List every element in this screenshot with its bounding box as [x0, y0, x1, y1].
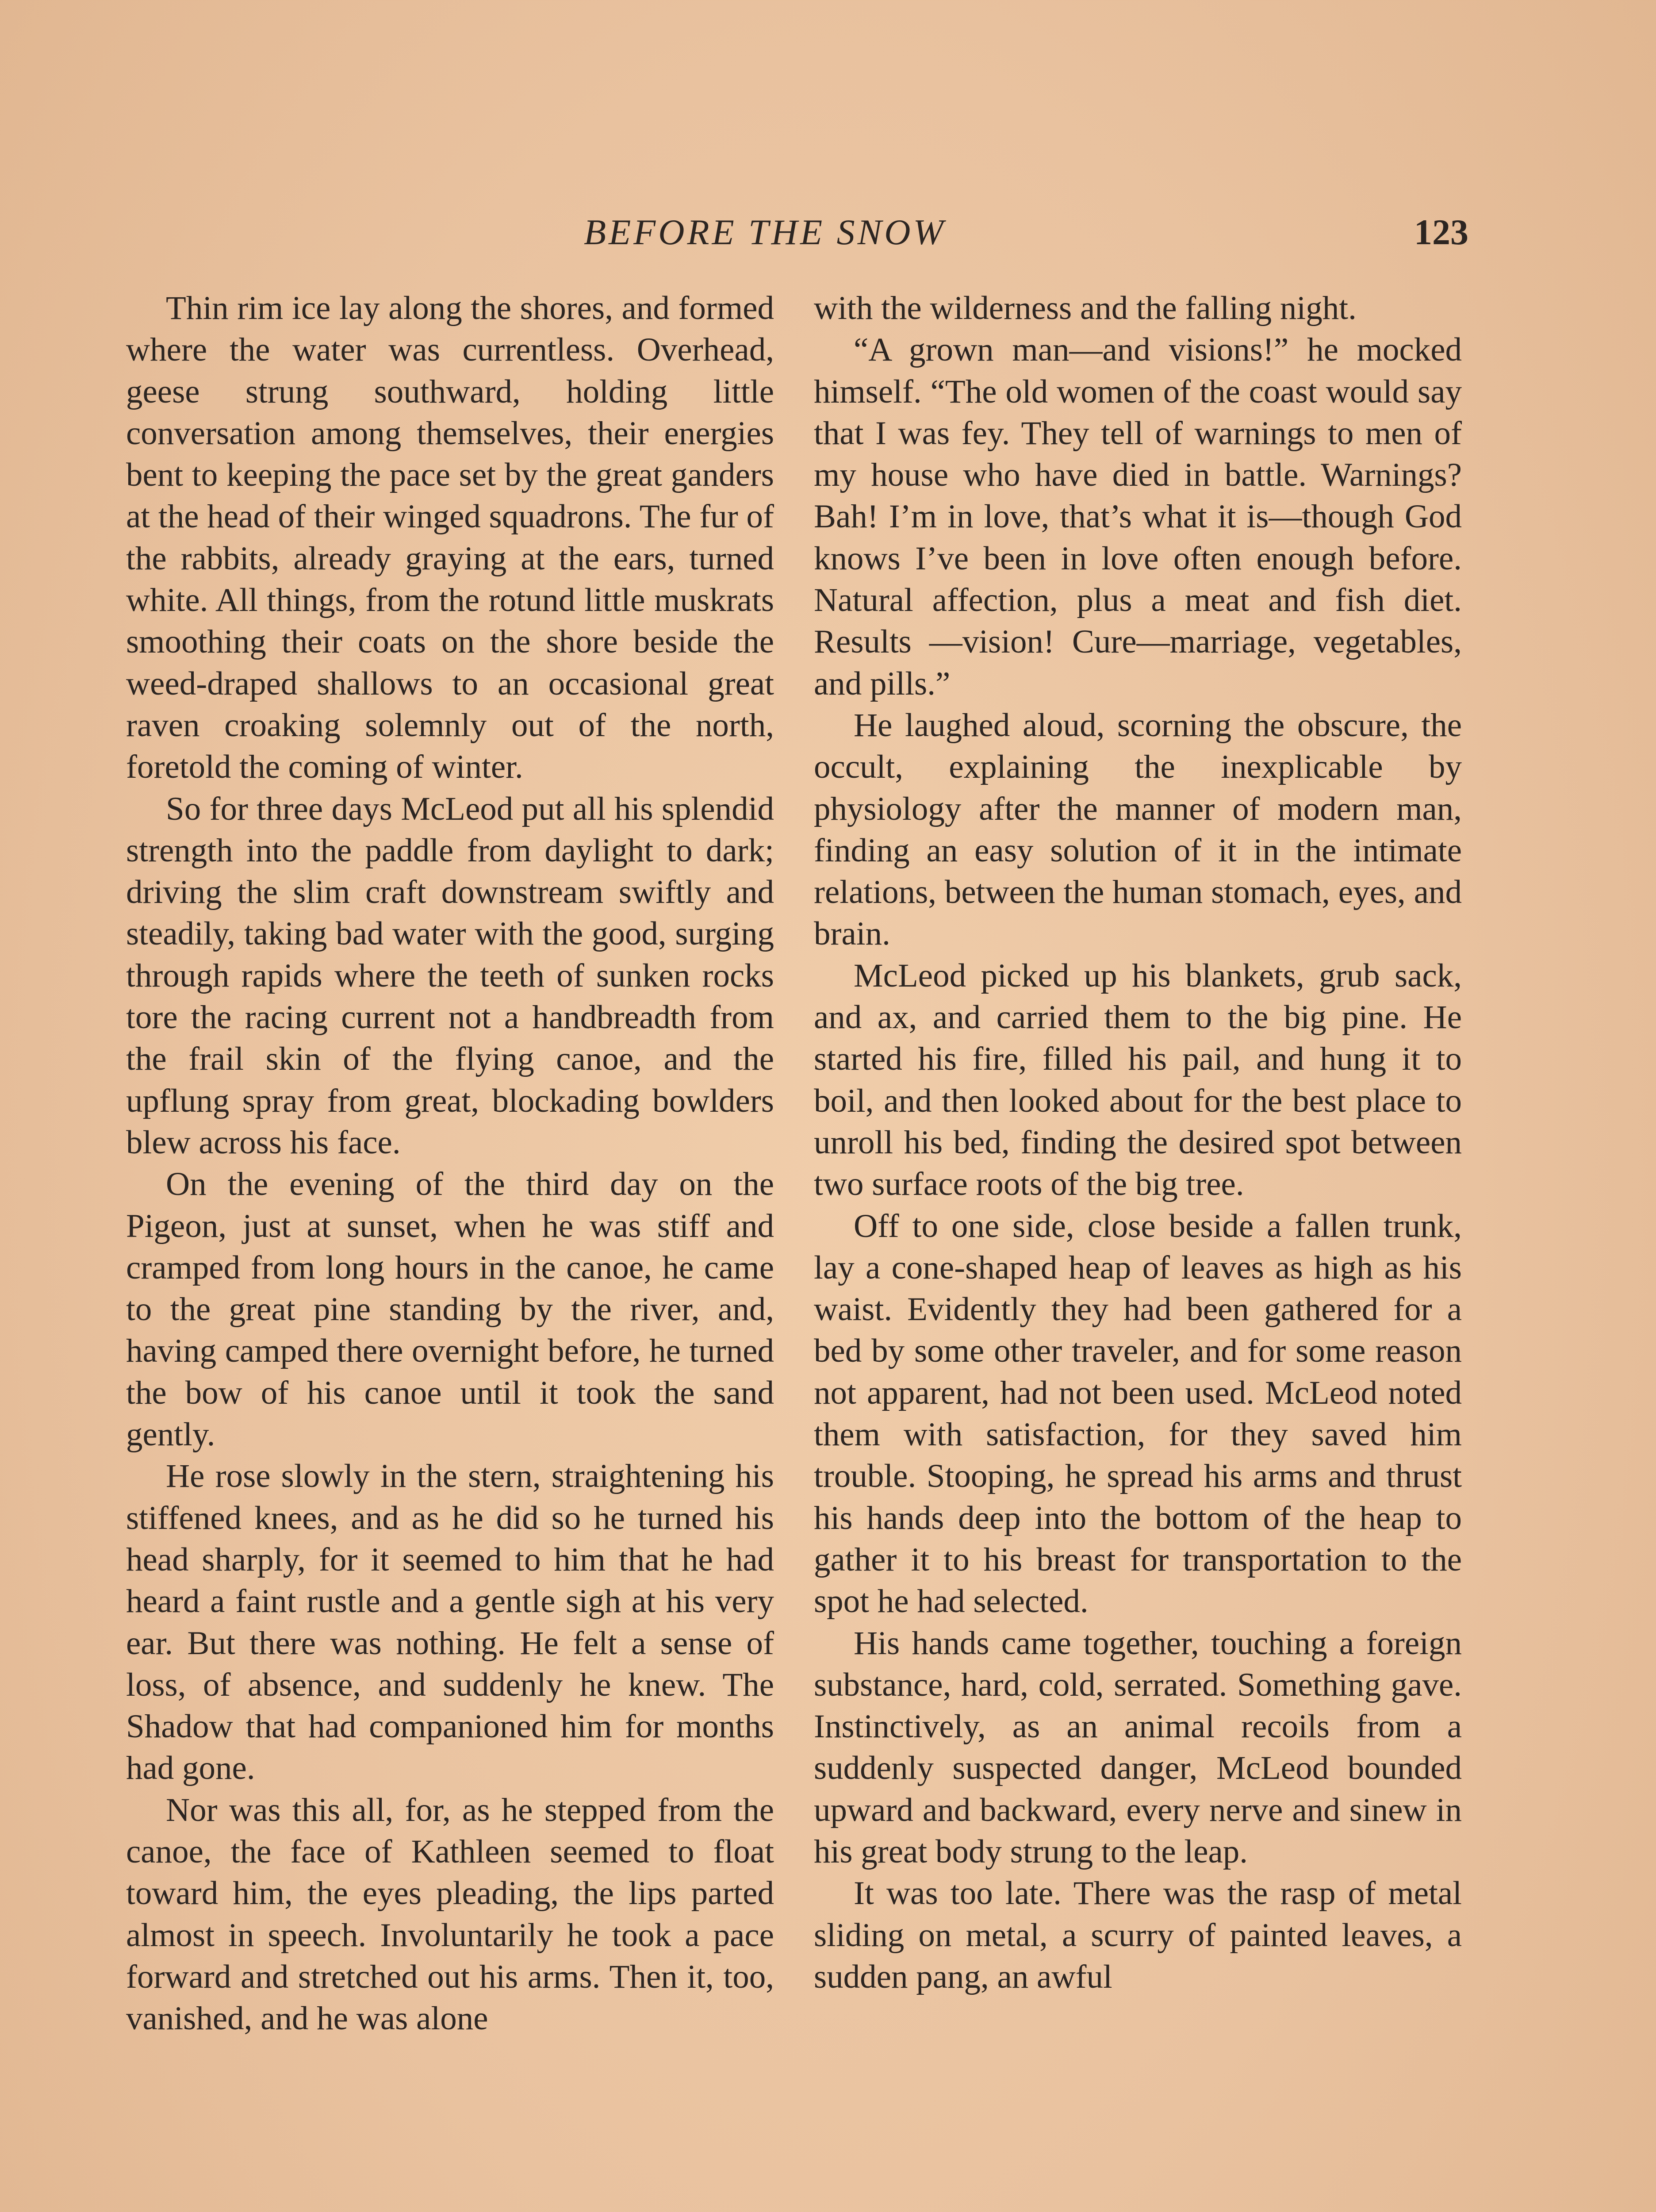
- running-header: [0, 208, 1656, 257]
- running-title: BEFORE THE SNOW: [584, 212, 946, 252]
- paragraph: He laughed aloud, scorning the obscure, the occult, explaining the inexplicable by physiology after the manner of modern man, finding an easy solution of it in the intimate relations, between the human stomach, eyes, and brain.: [814, 707, 1462, 952]
- paragraph: It was too late. There was the rasp of metal sliding on metal, a scurry of painted leaves, a sudden pang, an awful: [814, 1875, 1462, 1995]
- page-number: 123: [1414, 212, 1468, 252]
- paragraph: So for three days McLeod put all his splendid strength into the paddle from daylight to dark; driving the slim craft downstream swiftly and steadily, taking bad water with the good, surging through rapids where the teeth of sunken rocks tore the racing current not a handbreadth from the frail skin of the flying canoe, and the upflung spray from great, blockading bowlders blew across his face.: [126, 790, 774, 1161]
- left-column: [126, 288, 774, 2212]
- paragraph: McLeod picked up his blankets, grub sack, and ax, and carried them to the big pine. He started his fire, filled his pail, and hung it to boil, and then looked about for the best place to unroll his bed, finding the desired spot between two surface roots of the big tree.: [814, 957, 1462, 1203]
- paragraph: On the evening of the third day on the Pigeon, just at sunset, when he was stiff and cramped from long hours in the canoe, he came to the great pine standing by the river, and, having camped there overnight before, he turned the bow of his canoe until it took the sand gently.: [126, 1166, 774, 1453]
- paragraph: His hands came together, touching a foreign substance, hard, cold, serrated. Something gave. Instinctively, as an animal recoils from a suddenly suspected danger, McLeod bounded upward and backward, every nerve and sinew in his great body strung to the leap.: [814, 1624, 1462, 1870]
- paragraph-continuation: with the wilderness and the falling night.: [814, 290, 1357, 326]
- paragraph: He rose slowly in the stern, straightening his stiffened knees, and as he did so he turned his head sharply, for it seemed to him that he had heard a faint rustle and a gentle sigh at his very ear. But there was nothing. He felt a sense of loss, of absence, and suddenly he knew. The Shadow that had companioned him for months had gone.: [126, 1458, 774, 1787]
- paragraph: Thin rim ice lay along the shores, and formed where the water was currentless. Overhead, geese strung southward, holding little conversation among themselves, their energies bent to keeping the pace set by the great ganders at the head of their winged squadrons. The fur of the rabbits, already graying at the ears, turned white. All things, from the rotund little muskrats smoothing their coats on the shore beside the weed-draped shallows to an occasional great raven croaking solemnly out of the north, foretold the coming of winter.: [126, 290, 774, 786]
- right-column: [814, 288, 1462, 2212]
- paragraph: Off to one side, close beside a fallen trunk, lay a cone-shaped heap of leaves as high as his waist. Evidently they had been gathered for a bed by some other traveler, and for some reason not apparent, had not been used. McLeod noted them with satisfaction, for they saved him trouble. Stooping, he spread his arms and thrust his hands deep into the bottom of the heap to gather it to his breast for transportation to the spot he had selected.: [814, 1207, 1462, 1620]
- paragraph: “A grown man—and visions!” he mocked himself. “The old women of the coast would say that I was fey. They tell of warnings to men of my house who have died in battle. Warnings? Bah! I’m in love, that’s what it is—though God knows I’ve been in love often enough before. Natural affection, plus a meat and fish diet. Results —vision! Cure—marriage, vegetables, and pills.”: [814, 331, 1462, 702]
- paragraph: Nor was this all, for, as he stepped from the canoe, the face of Kathleen seemed to float toward him, the eyes pleading, the lips parted almost in speech. Involuntarily he took a pace forward and stretched out his arms. Then it, too, vanished, and he was alone: [126, 1791, 774, 2037]
